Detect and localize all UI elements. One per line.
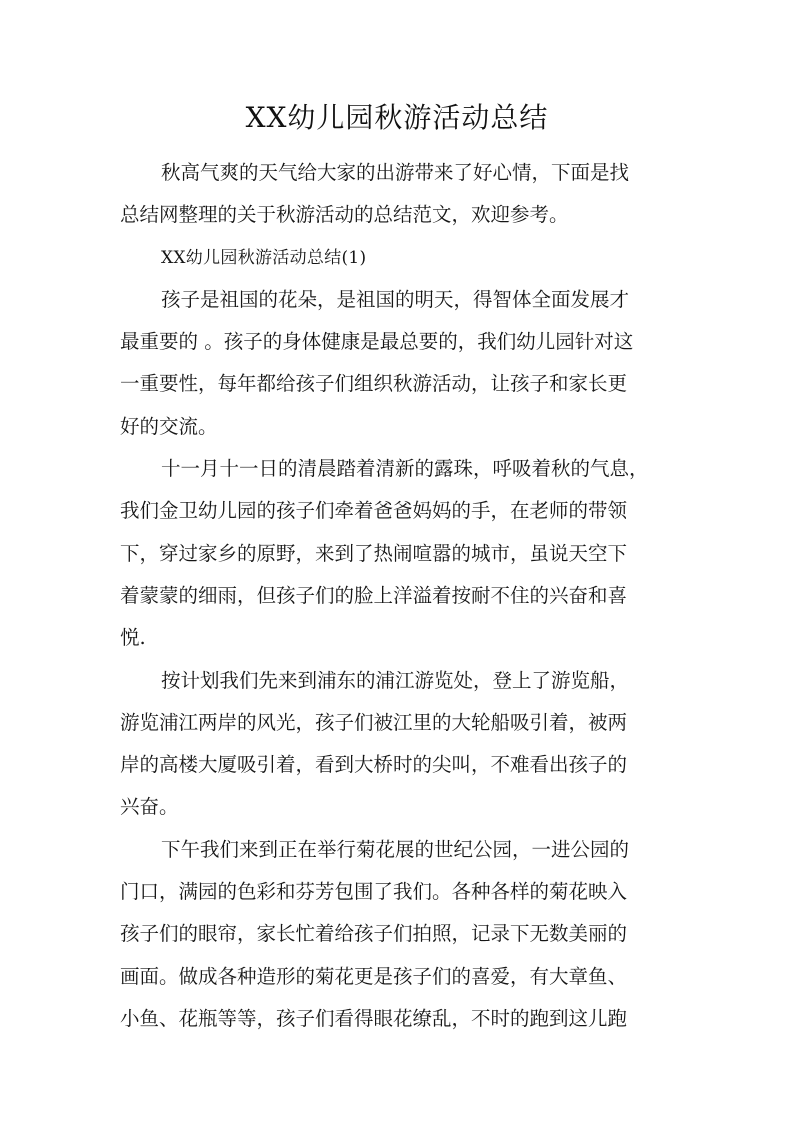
text-line: 着蒙蒙的细雨，但孩子们的脸上洋溢着按耐不住的兴奋和喜 [120, 583, 628, 607]
text-line: 小鱼、花瓶等等，孩子们看得眼花缭乱，不时的跑到这儿跑 [120, 1006, 628, 1030]
text-line: 我们金卫幼儿园的孩子们牵着爸爸妈妈的手，在老师的带领 [120, 499, 628, 523]
text-line: 悦. [120, 626, 146, 650]
text-line: 总结网整理的关于秋游活动的总结范文，欢迎参考。 [120, 203, 569, 227]
text-line: 秋高气爽的天气给大家的出游带来了好心情，下面是找 [161, 161, 630, 184]
document-title: XX幼儿园秋游活动总结 [245, 101, 549, 134]
text-line: 游览浦江两岸的风光，孩子们被江里的大轮船吸引着，被两 [120, 710, 628, 734]
text-line: 最重要的 。孩子的身体健康是最总要的，我们幼儿园针对这 [120, 330, 634, 354]
text-line: 按计划我们先来到浦东的浦江游览处，登上了游览船， [161, 668, 630, 692]
text-line: 岸的高楼大厦吸引着，看到大桥时的尖叫，不难看出孩子的 [120, 753, 628, 777]
text-line: 一重要性，每年都给孩子们组织秋游活动，让孩子和家长更 [120, 372, 628, 396]
text-line: 兴奋。 [120, 795, 179, 819]
text-line: 画面。做成各种造形的菊花更是孩子们的喜爱，有大章鱼、 [120, 964, 628, 988]
document-body [120, 152, 692, 1040]
text-line: 门口，满园的色彩和芬芳包围了我们。各种各样的菊花映入 [120, 880, 628, 904]
text-line: 下午我们来到正在举行菊花展的世纪公园，一进公园的 [161, 837, 630, 861]
text-line: 孩子们的眼帘，家长忙着给孩子们拍照，记录下无数美丽的 [120, 922, 628, 946]
text-line: 十一月十一日的清晨踏着清新的露珠，呼吸着秋的气息， [161, 457, 649, 481]
text-line: 孩子是祖国的花朵，是祖国的明天，得智体全面发展才 [161, 287, 630, 311]
section-heading: XX幼儿园秋游活动总结(1) [161, 247, 367, 268]
text-line: 下，穿过家乡的原野，来到了热闹喧嚣的城市，虽说天空下 [120, 541, 628, 565]
text-line: 好的交流。 [120, 414, 218, 438]
